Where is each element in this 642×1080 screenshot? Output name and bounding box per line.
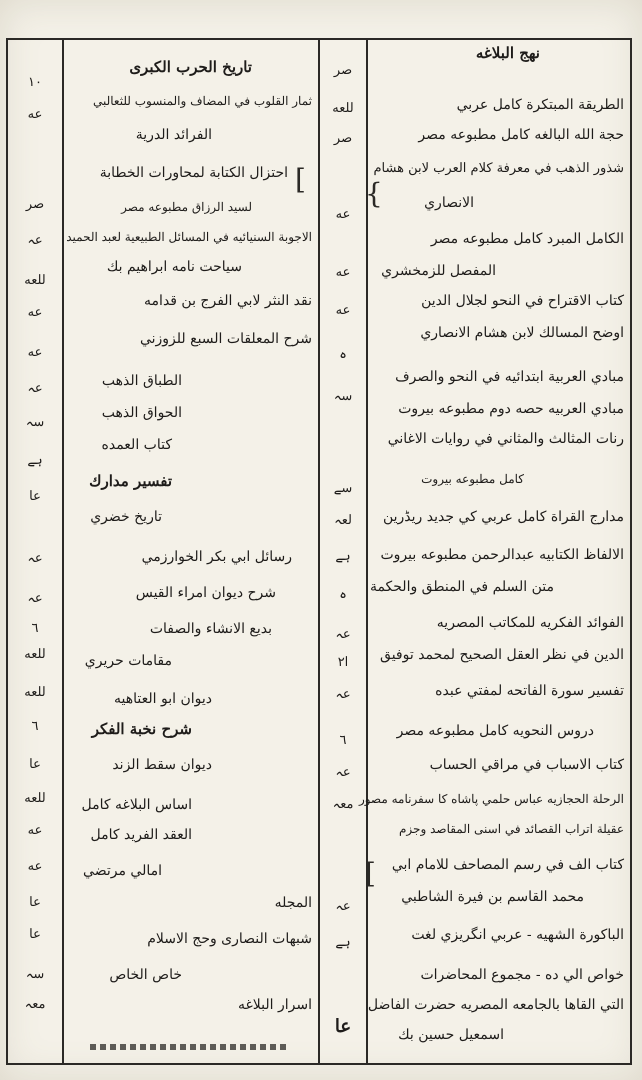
price-value: ہے — [335, 935, 351, 950]
list-item: تفسير مدارك — [89, 472, 172, 490]
brace-mark: { — [365, 177, 383, 210]
list-item: خاص الخاص — [109, 967, 182, 983]
price-value: عا — [29, 927, 41, 942]
list-item: الفرائد الدرية — [135, 127, 212, 143]
list-item: الرحلة الحجازيه عباس حلمي پاشاه كا سفرنامه مصور — [358, 792, 624, 806]
price-value: عه — [27, 305, 43, 320]
list-item: حجة الله البالغه كامل مطبوعه مصر — [418, 127, 624, 143]
list-item: العقد الفريد كامل — [90, 827, 192, 843]
price-value: عہ — [335, 627, 351, 642]
list-item: الكامل المبرد كامل مطبوعه مصر — [430, 231, 624, 247]
list-item: شبهات النصارى وحج الاسلام — [147, 931, 312, 947]
list-item: الانصاري — [424, 195, 474, 211]
price-value: ٦ — [31, 621, 39, 636]
list-item: كامل مطبوعه بيروت — [421, 472, 524, 486]
price-value: ۱۰ — [28, 75, 42, 90]
list-item: رسائل ابي بكر الخوارزمي — [141, 549, 292, 565]
price-value: ہ — [339, 347, 347, 362]
price-value: عہ — [27, 233, 43, 248]
price-value: عہ — [335, 899, 351, 914]
list-item: شرح نخبة الفكر — [91, 720, 192, 738]
price-value: صر — [333, 63, 353, 78]
price-value: سہ — [25, 967, 45, 982]
list-item: ديوان ابو العتاهيه — [114, 691, 212, 707]
column-divider-left-center — [62, 38, 64, 1064]
list-item: لسيد الرزاق مطبوعه مصر — [121, 200, 252, 214]
price-value: عه — [27, 859, 43, 874]
list-item: الحواق الذهب — [101, 405, 182, 421]
price-value: ہے — [335, 549, 351, 564]
price-value: لعہ — [334, 513, 352, 528]
price-value: عه — [27, 823, 43, 838]
left-titles-column — [66, 0, 312, 1080]
list-item: كتاب الاقتراح في النحو لجلال الدين — [421, 293, 624, 309]
list-item: شذور الذهب في معرفة كلام العرب لابن هشام — [373, 161, 624, 176]
price-value: ہ — [339, 587, 347, 602]
price-value: صر — [25, 197, 45, 212]
list-item: اوضح المسالك لابن هشام الانصاري — [420, 325, 624, 341]
price-value: للعه — [24, 685, 46, 700]
right-price-column — [320, 0, 366, 1080]
list-item: نهج البلاغه — [475, 44, 540, 62]
price-value: عه — [335, 303, 351, 318]
list-item: محمد القاسم بن فيرة الشاطبي — [401, 889, 584, 905]
list-item: تاريخ الحرب الكبرى — [129, 58, 252, 76]
list-item: الالفاظ الكتابيه عبدالرحمن مطبوعه بيروت — [380, 547, 624, 563]
list-item: تاريخ خضري — [90, 509, 162, 525]
list-item: اسرار البلاغه — [237, 997, 312, 1013]
list-item: الباكورة الشهيه - عربي انگريزي لغت — [411, 927, 624, 943]
price-value: سہ — [25, 415, 45, 430]
price-value: عا — [29, 489, 41, 504]
list-item: تفسير سورة الفاتحه لمفتي عبده — [435, 683, 624, 699]
price-value: للعه — [24, 791, 46, 806]
list-item: شرح المعلقات السبع للزوزني — [139, 331, 312, 347]
list-item: المجله — [274, 895, 312, 911]
list-item: ثمار القلوب في المضاف والمنسوب للثعالبي — [92, 94, 312, 108]
price-value: عہ — [27, 381, 43, 396]
price-value: عا — [334, 1016, 352, 1037]
price-value: عہ — [335, 765, 351, 780]
price-value: سہ — [333, 389, 353, 404]
right-titles-column — [358, 0, 624, 1080]
price-value: عہ — [27, 591, 43, 606]
brace-mark: [ — [365, 857, 376, 890]
price-value: ٦ — [339, 733, 347, 748]
list-item: الدين في نظر العقل الصحيح لمحمد توفيق — [380, 647, 624, 663]
list-item: خواص الي ده - مجموع المحاضرات — [420, 967, 624, 983]
price-value: للعه — [24, 273, 46, 288]
list-item: المفصل للزمخشري — [381, 263, 496, 279]
list-item: التي القاها بالجامعه المصريه حضرت الفاضل — [367, 997, 624, 1013]
list-item: مقامات حريري — [84, 653, 172, 669]
price-value: عه — [27, 107, 43, 122]
price-value: عه — [335, 265, 351, 280]
list-item: شرح ديوان امراء القيس — [135, 585, 276, 601]
list-item: اساس البلاغه كامل — [81, 797, 192, 813]
price-value: عہ — [335, 687, 351, 702]
price-value: للعه — [24, 647, 46, 662]
price-value: معہ — [24, 997, 46, 1012]
list-item: كتاب الف في رسم المصاحف للامام ابي — [391, 857, 624, 873]
list-item: الاجوبة السنيائيه في المسائل الطبيعية لعبد الحميد — [66, 230, 312, 244]
price-value: عه — [27, 345, 43, 360]
list-item: الطباق الذهب — [101, 373, 182, 389]
price-value: صر — [333, 131, 353, 146]
list-item: عقيلة اتراب القصائد في اسنى المقاصد وجزم — [399, 822, 624, 836]
list-item: دروس النحويه كامل مطبوعه مصر — [396, 723, 594, 739]
column-divider-far-right — [630, 38, 632, 1064]
price-value: معہ — [332, 797, 354, 812]
list-item: مبادي العربية ابتدائيه في النحو والصرف — [395, 369, 624, 385]
list-item: مبادي العربيه حصه دوم مطبوعه بيروت — [398, 401, 624, 417]
price-value: ۲ا — [337, 655, 349, 670]
list-item: مدارج القراة كامل عربي كي جديد ريڈرين — [382, 509, 624, 525]
price-value: سے — [333, 481, 353, 496]
price-value: عا — [29, 895, 41, 910]
price-value: ہے — [27, 453, 43, 468]
list-item: الطريقة المبتكرة كامل عربي — [456, 97, 624, 113]
list-item: احتزال الكتابة لمحاورات الخطابة — [99, 165, 288, 181]
list-item: سياحت نامه ابراهيم بك — [106, 259, 242, 275]
list-item: اسمعيل حسين بك — [398, 1027, 504, 1043]
list-item: ديوان سقط الزند — [112, 757, 212, 773]
list-item: متن السلم في المنطق والحكمة — [369, 579, 554, 595]
price-value: عا — [29, 757, 41, 772]
list-item: كتاب العمده — [101, 437, 172, 453]
list-item: امالي مرتضي — [83, 863, 162, 879]
list-item: بديع الانشاء والصفات — [149, 621, 272, 637]
price-value: ٦ — [31, 719, 39, 734]
price-value: عہ — [27, 551, 43, 566]
brace-mark: [ — [295, 163, 306, 196]
price-value: عه — [335, 207, 351, 222]
list-item: كتاب الاسباب في مراقي الحساب — [429, 757, 624, 773]
list-item: رنات المثالث والمثاني في روايات الاغاني — [387, 431, 624, 447]
list-item: نقد النثر لابي الفرج بن قدامه — [144, 293, 312, 309]
price-value: للعه — [332, 101, 354, 116]
list-item: الفوائد الفكريه للمكاتب المصريه — [436, 615, 624, 631]
left-price-column — [8, 0, 62, 1080]
